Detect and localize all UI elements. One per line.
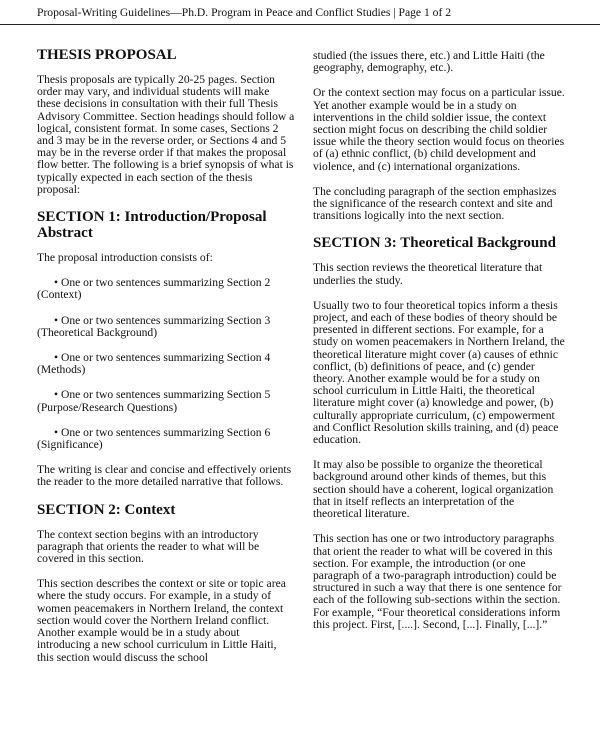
heading-section-3: SECTION 3: Theoretical Background <box>313 235 556 252</box>
paragraph-section-3-b: Usually two to four theoretical topics inform a thesis project, and each of these bodies of theory should be presented in different sections. For example, for a study on women peacemakers in Northern Ireland, the theoretical literature might cover (a) causes of ethnic conflict, (b) definitions of peace, and (c) gender theory. Another example would be for a study on school curriculum in Little Haiti, the theoretical literature might cover (a) knowledge and power, (b) culturally appropriate curriculum, (c) empowerment and Conflict Resolution skills training, and (d) peace education. <box>313 298 565 447</box>
heading-section-1: SECTION 1: Introduction/Proposal Abstract <box>37 209 267 242</box>
paragraph-focus: Or the context section may focus on a particular issue. Yet another example would be in a study on interventions in the child soldier issue, the context section might focus on describing the child soldier issue while the theory section would focus on theories of (a) ethnic conflict, (b) child development and violence, and (c) international organizations. <box>313 86 565 173</box>
paragraph-concluding: The concluding paragraph of the section emphasizes the significance of the research context and site and transitions logically into the next section. <box>313 184 557 223</box>
paragraph-section-3-c: It may also be possible to organize the theoretical background around other kinds of themes, but this section should have a coherent, logical organization that in itself reflects an interpretation of the theoretical literature. <box>313 458 554 521</box>
paragraph-section-2-b: This section describes the context or site or topic area where the study occurs. For example, in a study of women peacemakers in Northern Ireland, the context section would cover the Northern Ireland conflict. Another example would be in a study about introducing a new school curriculum in Little Haiti, this section would discuss the school <box>37 577 286 664</box>
paragraph-section-3-a: This section reviews the theoretical literature that underlies the study. <box>313 261 543 287</box>
right-column <box>313 50 565 644</box>
bullet-item: • One or two sentences summarizing Section 5 (Purpose/Research Questions) <box>37 388 271 414</box>
paragraph-section-1-close: The writing is clear and concise and effectively orients the reader to the more detailed narrative that follows. <box>37 463 292 489</box>
paragraph-section-3-d: This section has one or two introductory paragraphs that orient the reader to what will be covered in this section. For example, the introduction (or one paragraph of a two-paragraph introduction) could be structured in such a way that there is one sentence for each of the following sub-sections within the section. For example, “Four theoretical considerations inform this project. First, [....]. Second, [...]. Finally, [...].” <box>313 532 562 631</box>
paragraph-thesis-proposal: Thesis proposals are typically 20-25 pages. Section order may vary, and individual students will make these decisions in consultation with their full Thesis Advisory Committee. Section headings should follow a logical, consistent format. In some cases, Sections 2 and 3 may be in the reverse order, or Sections 4 and 5 may be in the reverse order if that makes the proposal flow better. The following is a brief synopsis of what is typically expected in each section of the thesis proposal: <box>37 73 295 196</box>
header-rule <box>0 24 600 25</box>
bullet-item: • One or two sentences summarizing Section 3 (Theoretical Background) <box>37 313 271 339</box>
paragraph-continued: studied (the issues there, etc.) and Little Haiti (the geography, demography, etc.). <box>313 49 545 75</box>
bullet-item: • One or two sentences summarizing Section 6 (Significance) <box>37 425 271 452</box>
page-header: Proposal-Writing Guidelines—Ph.D. Program in Peace and Conflict Studies | Page 1 of 2 <box>37 6 452 19</box>
bullet-item: • One or two sentences summarizing Section 4 (Methods) <box>37 351 271 377</box>
left-column <box>37 47 295 677</box>
bullet-item: • One or two sentences summarizing Section 2 (Context) <box>37 276 271 302</box>
heading-section-2: SECTION 2: Context <box>37 501 176 518</box>
heading-thesis-proposal: THESIS PROPOSAL <box>37 47 177 63</box>
paragraph-section-1-intro: The proposal introduction consists of: <box>37 251 213 265</box>
paragraph-section-2-a: The context section begins with an introductory paragraph that orients the reader to what will be covered in this section. <box>37 527 260 566</box>
